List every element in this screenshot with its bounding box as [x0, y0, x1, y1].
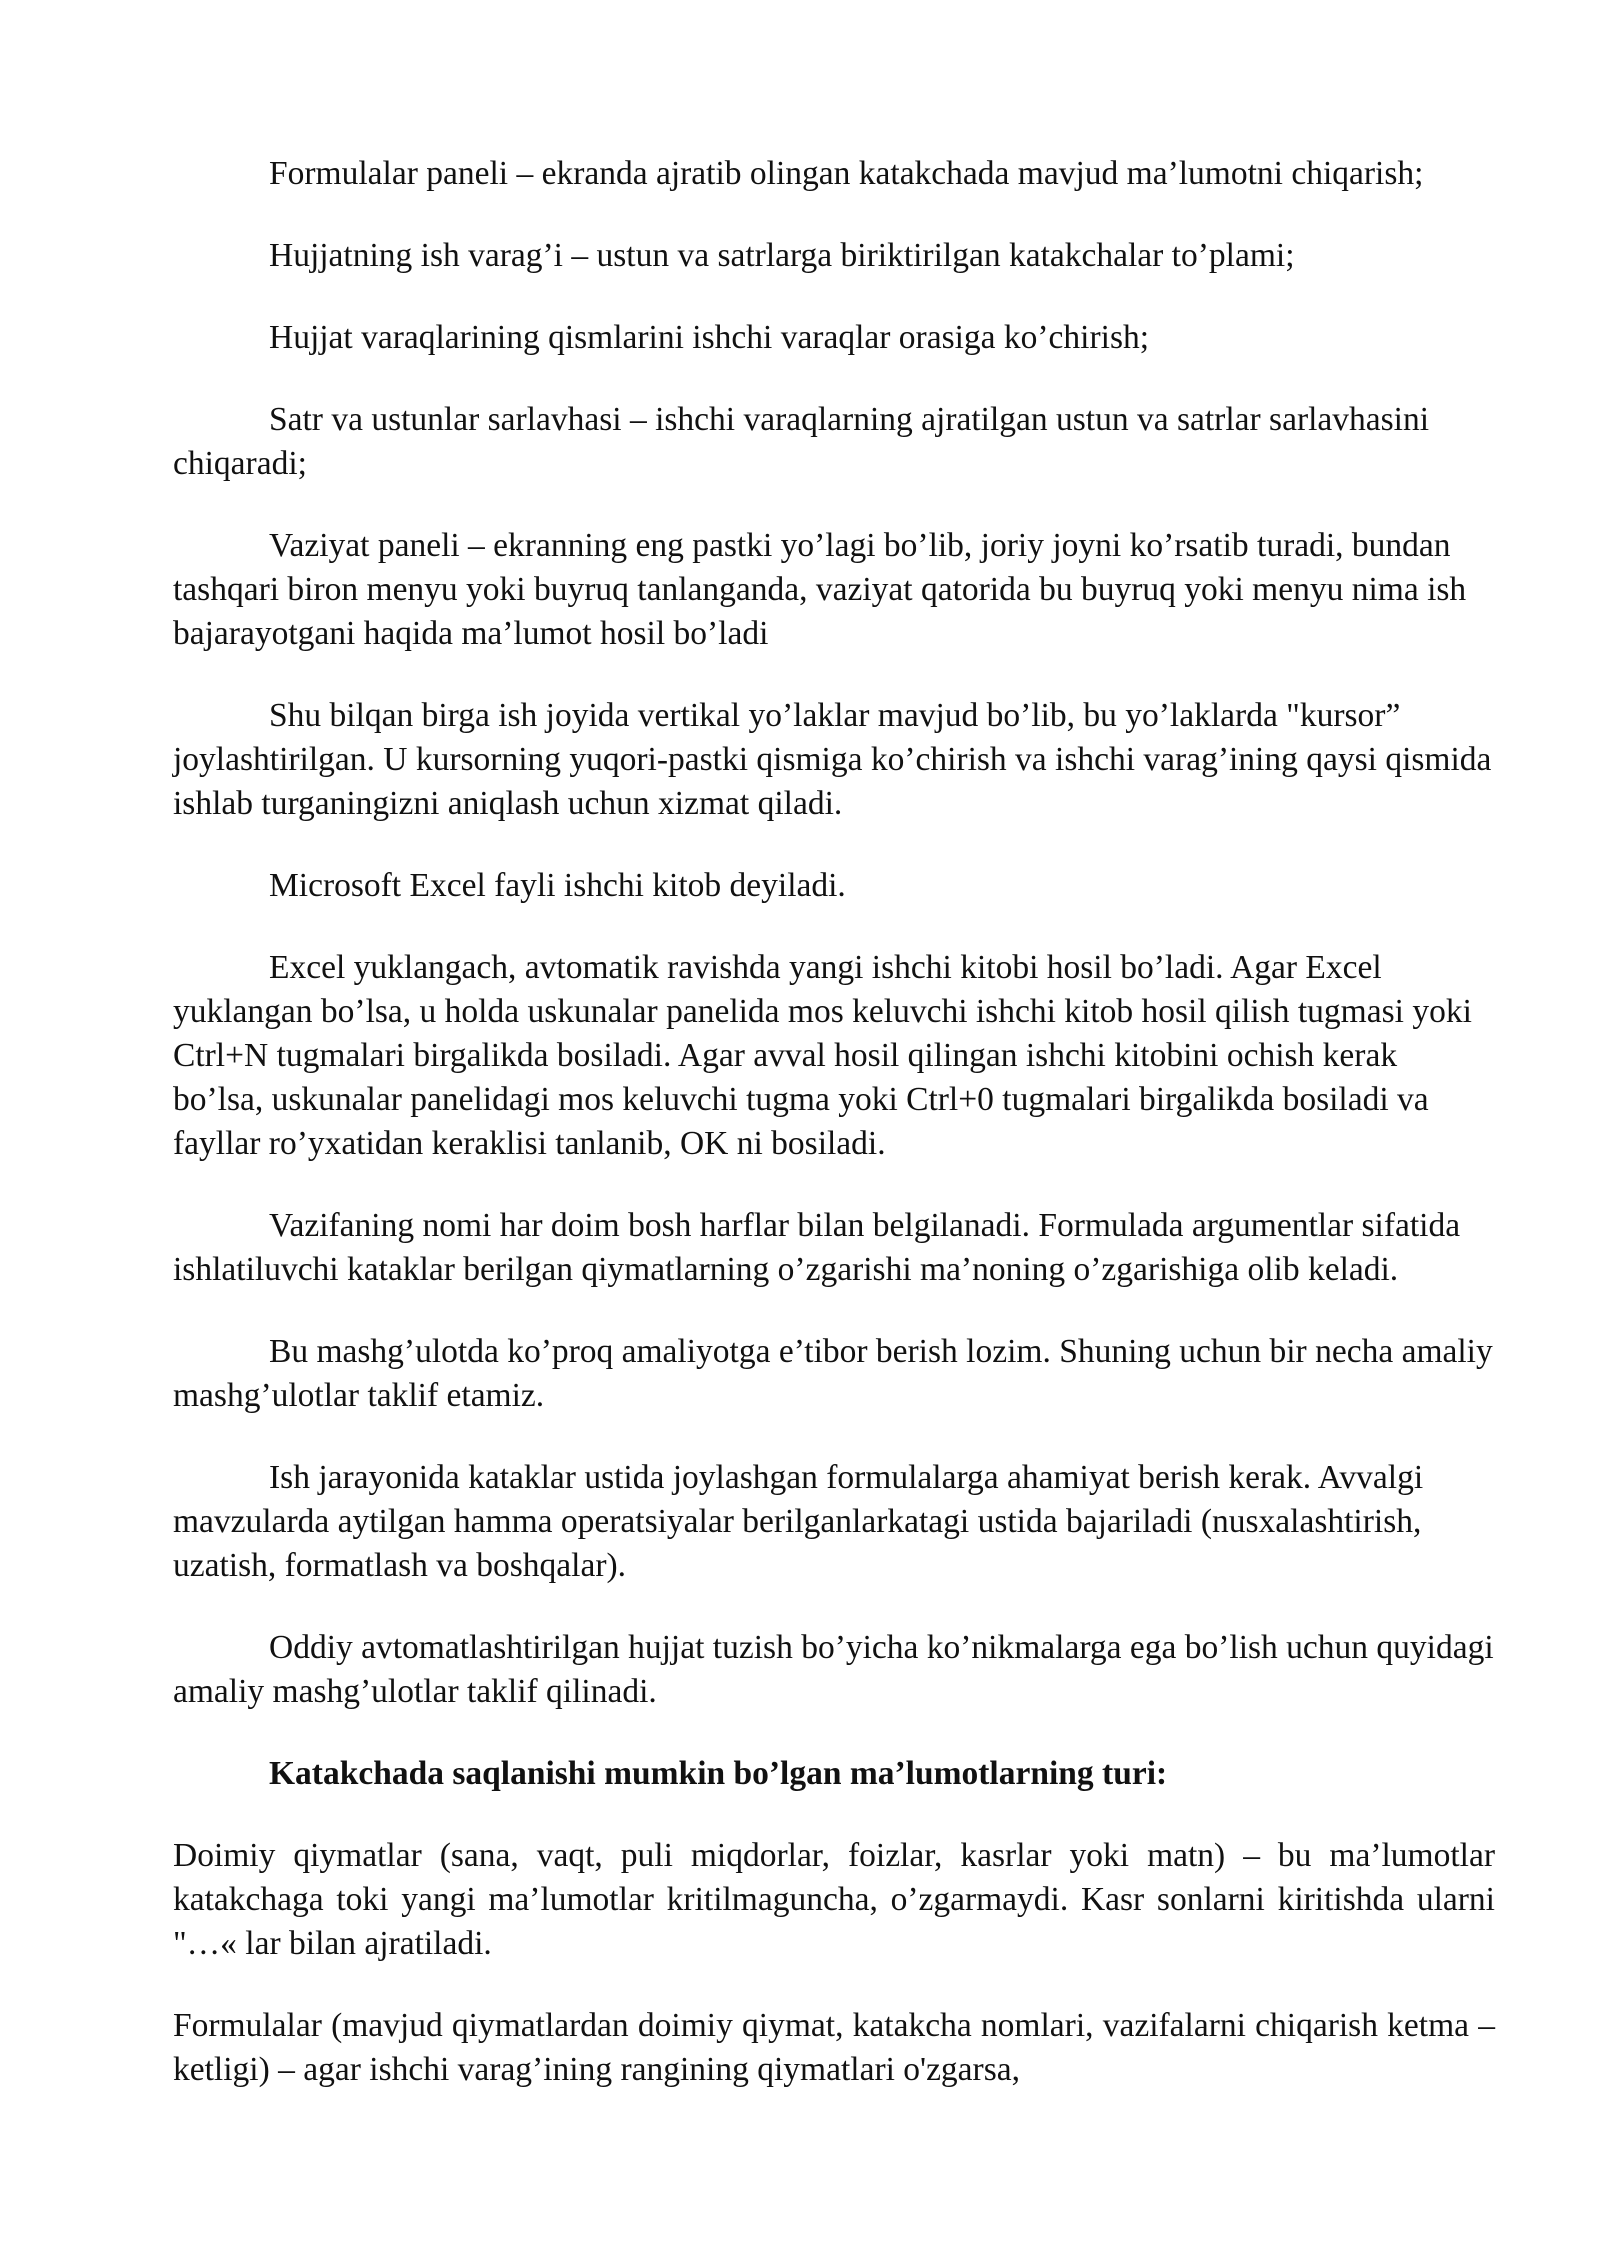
- paragraph-worksheet: Hujjatning ish varag’i – ustun va satrlarga biriktirilgan katakchalar to’plami;: [269, 237, 1295, 274]
- paragraph-practice: Bu mashg’ulotda ko’proq amaliyotga e’tibor berish lozim. Shuning uchun bir necha amaliy mashg’ulotlar taklif etamiz.: [173, 1333, 1493, 1414]
- paragraph-headers: Satr va ustunlar sarlavhasi – ishchi varaqlarning ajratilgan ustun va satrlar sarlavhasini chiqaradi;: [173, 401, 1430, 482]
- document-page: [173, 152, 1495, 2130]
- paragraph-formulas: Formulalar (mavjud qiymatlardan doimiy qiymat, katakcha nomlari, vazifalarni chiqarish ketma – ketligi) – agar ishchi varag’ining rangining qiymatlari o'zgarsa,: [173, 2007, 1495, 2088]
- paragraph-status-bar: Vaziyat paneli – ekranning eng pastki yo’lagi bo’lib, joriy joyni ko’rsatib turadi, bundan tashqari biron menyu yoki buyruq tanlanganda, vaziyat qatorida bu buyruq yoki menyu nima ish bajarayotgani haqida ma’lumot hosil bo’ladi: [173, 527, 1467, 652]
- paragraph-constants: Doimiy qiymatlar (sana, vaqt, puli miqdorlar, foizlar, kasrlar yoki matn) – bu ma’lumotlar katakchaga toki yangi ma’lumotlar kritilmaguncha, o’zgarmaydi. Kasr sonlarni kiritishda ularni "…« lar bilan ajratiladi.: [173, 1837, 1495, 1962]
- section-heading: Katakchada saqlanishi mumkin bo’lgan ma’lumotlarning turi:: [269, 1755, 1168, 1792]
- paragraph-function-names: Vazifaning nomi har doim bosh harflar bilan belgilanadi. Formulada argumentlar sifatida ishlatiluvchi kataklar berilgan qiymatlarning o’zgarishi ma’noning o’zgarishiga olib keladi.: [173, 1207, 1461, 1288]
- paragraph-copy-sheets: Hujjat varaqlarining qismlarini ishchi varaqlar orasiga ko’chirish;: [269, 319, 1150, 356]
- paragraph-scrollbars: Shu bilqan birga ish joyida vertikal yo’laklar mavjud bo’lib, bu yo’laklarda "kursor” joylashtirilgan. U kursorning yuqori-pastki qismiga ko’chirish va ishchi varag’ining qaysi qismida ishlab turganingizni aniqlash uchun xizmat qiladi.: [173, 697, 1492, 822]
- paragraph-formula-bar: Formulalar paneli – ekranda ajratib olingan katakchada mavjud ma’lumotni chiqarish;: [269, 155, 1424, 192]
- paragraph-formulas-cells: Ish jarayonida kataklar ustida joylashgan formulalarga ahamiyat berish kerak. Avvalgi mavzularda aytilgan hamma operatsiyalar berilganlarkatagi ustida bajariladi (nusxalashtirish, uzatish, formatlash va boshqalar).: [173, 1459, 1424, 1584]
- paragraph-workbook: Microsoft Excel fayli ishchi kitob deyiladi.: [269, 867, 846, 904]
- paragraph-skills: Oddiy avtomatlashtirilgan hujjat tuzish bo’yicha ko’nikmalarga ega bo’lish uchun quyidagi amaliy mashg’ulotlar taklif qilinadi.: [173, 1629, 1494, 1710]
- paragraph-excel-loading: Excel yuklangach, avtomatik ravishda yangi ishchi kitobi hosil bo’ladi. Agar Excel yuklangan bo’lsa, u holda uskunalar panelida mos keluvchi ishchi kitob hosil qilish tugmasi yoki Ctrl+N tugmalari birgalikda bosiladi. Agar avval hosil qilingan ishchi kitobini ochish kerak bo’lsa, uskunalar panelidagi mos keluvchi tugma yoki Ctrl+0 tugmalari birgalikda bosiladi va fayllar ro’yxatidan keraklisi tanlanib, OK ni bosiladi.: [173, 949, 1472, 1162]
